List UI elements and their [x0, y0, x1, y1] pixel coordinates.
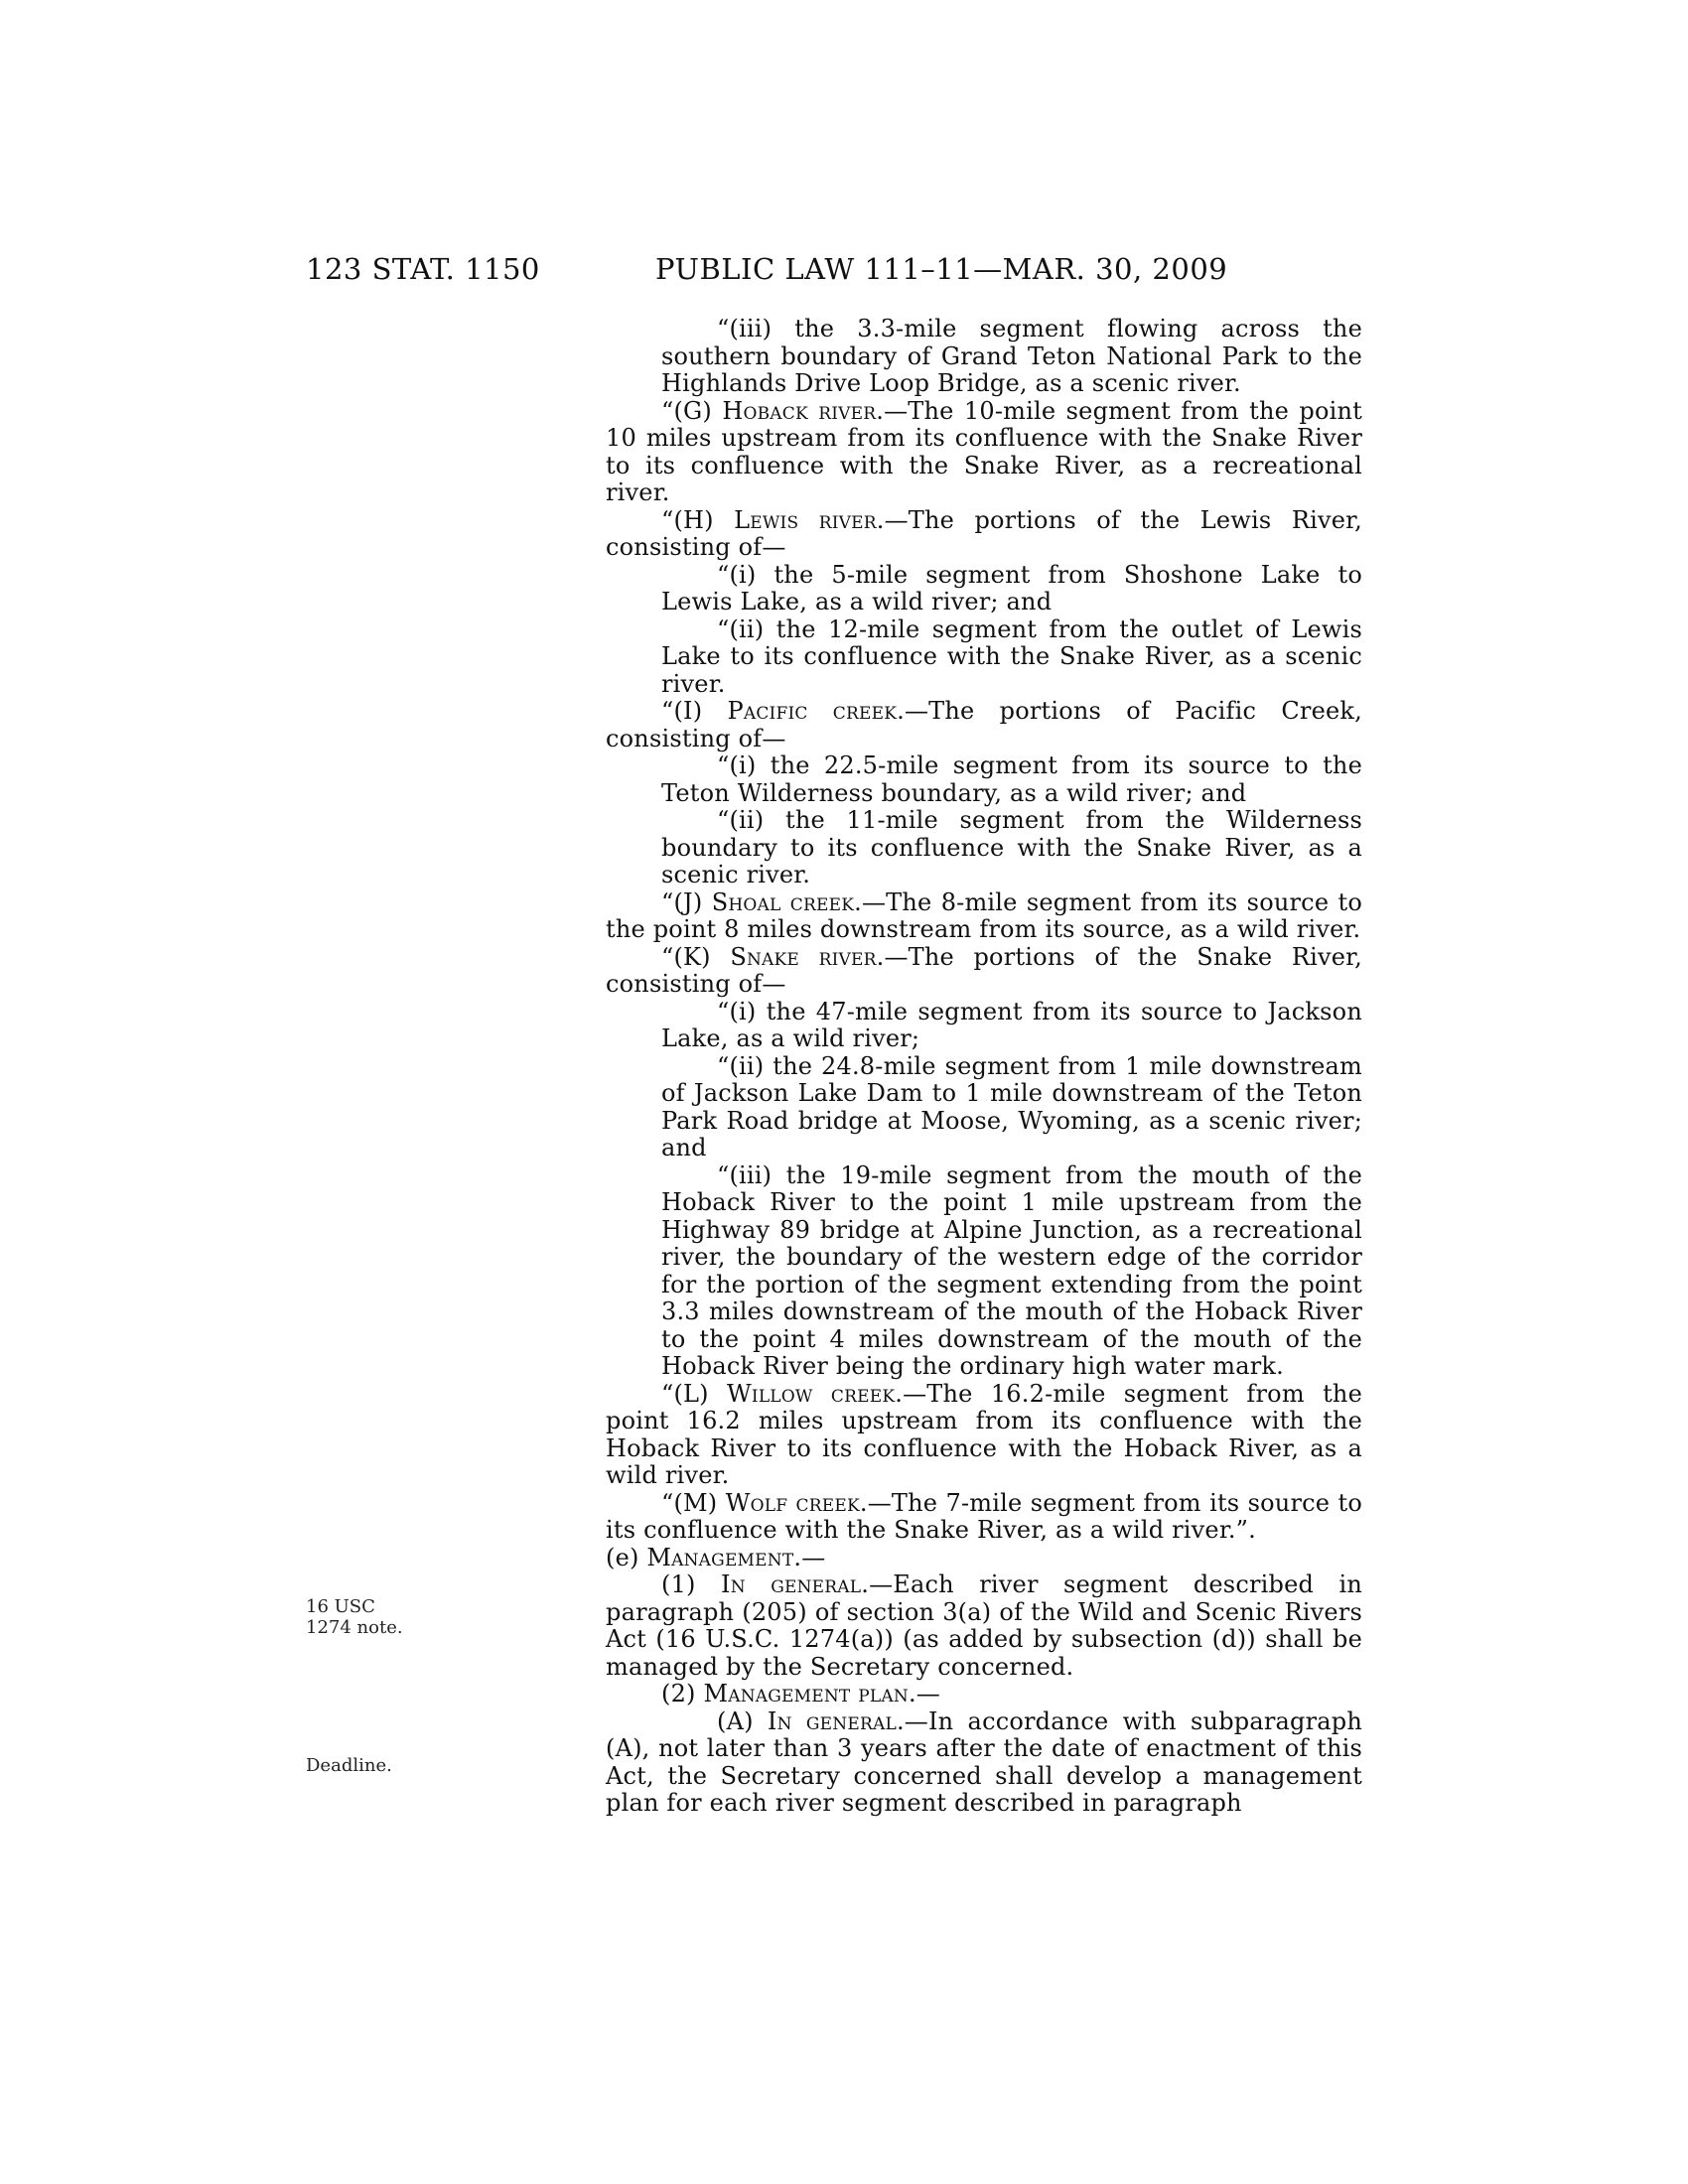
- enum: “(M): [661, 1488, 726, 1517]
- clause-i-lewis: “(i) the 5-mile segment from Shoshone Lake to Lewis Lake, as a wild river; and: [661, 560, 1362, 615]
- body: .—The 16.2-mile segment from the point 16.2 miles upstream from its confluence with the Hoback River to its confluence with the Hoback River, as a wild river.: [606, 1379, 1362, 1489]
- subsection-e-management: [606, 1545, 1362, 1572]
- paragraph-1-in-general: [606, 1571, 1362, 1681]
- heading: Hoback river: [722, 396, 877, 425]
- heading: Management plan: [703, 1680, 909, 1707]
- heading: Management: [646, 1543, 794, 1571]
- heading: Willow creek: [727, 1379, 896, 1408]
- statute-body: [606, 316, 1362, 1818]
- heading: Lewis river: [734, 505, 877, 534]
- clause-ii-snake: “(ii) the 24.8-mile segment from 1 mile downstream of Jackson Lake Dam to 1 mile downstream of the Teton Park Road bridge at Moose, Wyoming, as a scenic river; and: [661, 1051, 1362, 1161]
- subparagraph-a-in-general: [606, 1708, 1362, 1818]
- body: .—The portions of Pacific Creek, consisting of—: [606, 697, 1362, 752]
- margin-note-usc: 16 USC 1274 note.: [306, 1596, 403, 1638]
- body: .—: [793, 1543, 826, 1571]
- paragraph-2-management-plan: [606, 1681, 1362, 1708]
- clause-iii-snake: “(iii) the 19-mile segment from the mouth of the Hoback River to the point 1 mile upstream from the Highway 89 bridge at Alpine Junction, as a recreational river, the boundary of the western edge of the corridor for the portion of the segment extending from the point 3.3 miles downstream of the mouth of the Hoback River to the point 4 miles downstream of the mouth of the Hoback River being the ordinary high water mark.: [661, 1160, 1362, 1380]
- subparagraph-g-hoback-river: [606, 398, 1362, 507]
- heading: Wolf creek: [725, 1488, 860, 1517]
- body: .—The portions of the Lewis River, consisting of—: [606, 505, 1362, 561]
- heading: Pacific creek: [727, 697, 898, 725]
- statute-citation: 123 STAT. 1150: [306, 252, 540, 286]
- enum: “(H): [661, 505, 735, 534]
- subparagraph-m-wolf-creek: [606, 1490, 1362, 1545]
- body: .—The 10-mile segment from the point 10 miles upstream from its confluence with the Snake River to its confluence with the Snake River, as a recreational river.: [606, 396, 1362, 506]
- subparagraph-i-pacific-creek: [606, 698, 1362, 752]
- body: .—The 7-mile segment from its source to its confluence with the Snake River, as a wild river.”.: [606, 1488, 1362, 1544]
- heading: In general: [721, 1570, 862, 1598]
- body: .—: [908, 1680, 940, 1707]
- heading: In general: [767, 1706, 897, 1735]
- clause-i-snake: “(i) the 47-mile segment from its source to Jackson Lake, as a wild river;: [661, 997, 1362, 1052]
- body: .—The 8-mile segment from its source to the point 8 miles downstream from its source, as a wild river.: [606, 887, 1363, 943]
- enum: (2): [661, 1680, 704, 1707]
- clause-ii-lewis: “(ii) the 12-mile segment from the outlet of Lewis Lake to its confluence with the Snake River, as a scenic river.: [661, 614, 1362, 698]
- subparagraph-k-snake-river: [606, 944, 1362, 999]
- enum: (A): [717, 1706, 768, 1735]
- body: .—Each river segment described in paragraph (205) of section 3(a) of the Wild and Scenic Rivers Act (16 U.S.C. 1274(a)) (as added by subsection (d)) shall be managed by the Secretary concerned.: [606, 1570, 1362, 1681]
- enum: “(J): [661, 887, 712, 916]
- enum: “(L): [661, 1379, 728, 1408]
- running-head: PUBLIC LAW 111–11—MAR. 30, 2009: [655, 252, 1228, 286]
- clause-ii-pacific: “(ii) the 11-mile segment from the Wilderness boundary to its confluence with the Snake River, as a scenic river.: [661, 806, 1362, 888]
- subparagraph-j-shoal-creek: [606, 889, 1362, 944]
- subparagraph-h-lewis-river: [606, 507, 1362, 562]
- subparagraph-l-willow-creek: [606, 1381, 1362, 1490]
- clause-iii-gros-ventre: “(iii) the 3.3-mile segment flowing across the southern boundary of Grand Teton National Park to the Highlands Drive Loop Bridge, as a scenic river.: [661, 315, 1362, 397]
- enum: “(K): [661, 942, 731, 971]
- heading: Shoal creek: [711, 887, 855, 916]
- enum: (1): [661, 1570, 722, 1598]
- enum: “(G): [661, 396, 723, 425]
- clause-i-pacific: “(i) the 22.5-mile segment from its source to the Teton Wilderness boundary, as a wild river; and: [661, 751, 1362, 807]
- margin-note-deadline: Deadline.: [306, 1755, 392, 1776]
- body: .—In accordance with subparagraph (A), not later than 3 years after the date of enactment of this Act, the Secretary concerned shall develop a management plan for each river segment described in paragraph: [606, 1706, 1362, 1817]
- enum: “(I): [661, 697, 728, 725]
- enum: (e): [606, 1543, 647, 1571]
- heading: Snake river: [730, 942, 877, 971]
- body: .—The portions of the Snake River, consisting of—: [606, 942, 1362, 998]
